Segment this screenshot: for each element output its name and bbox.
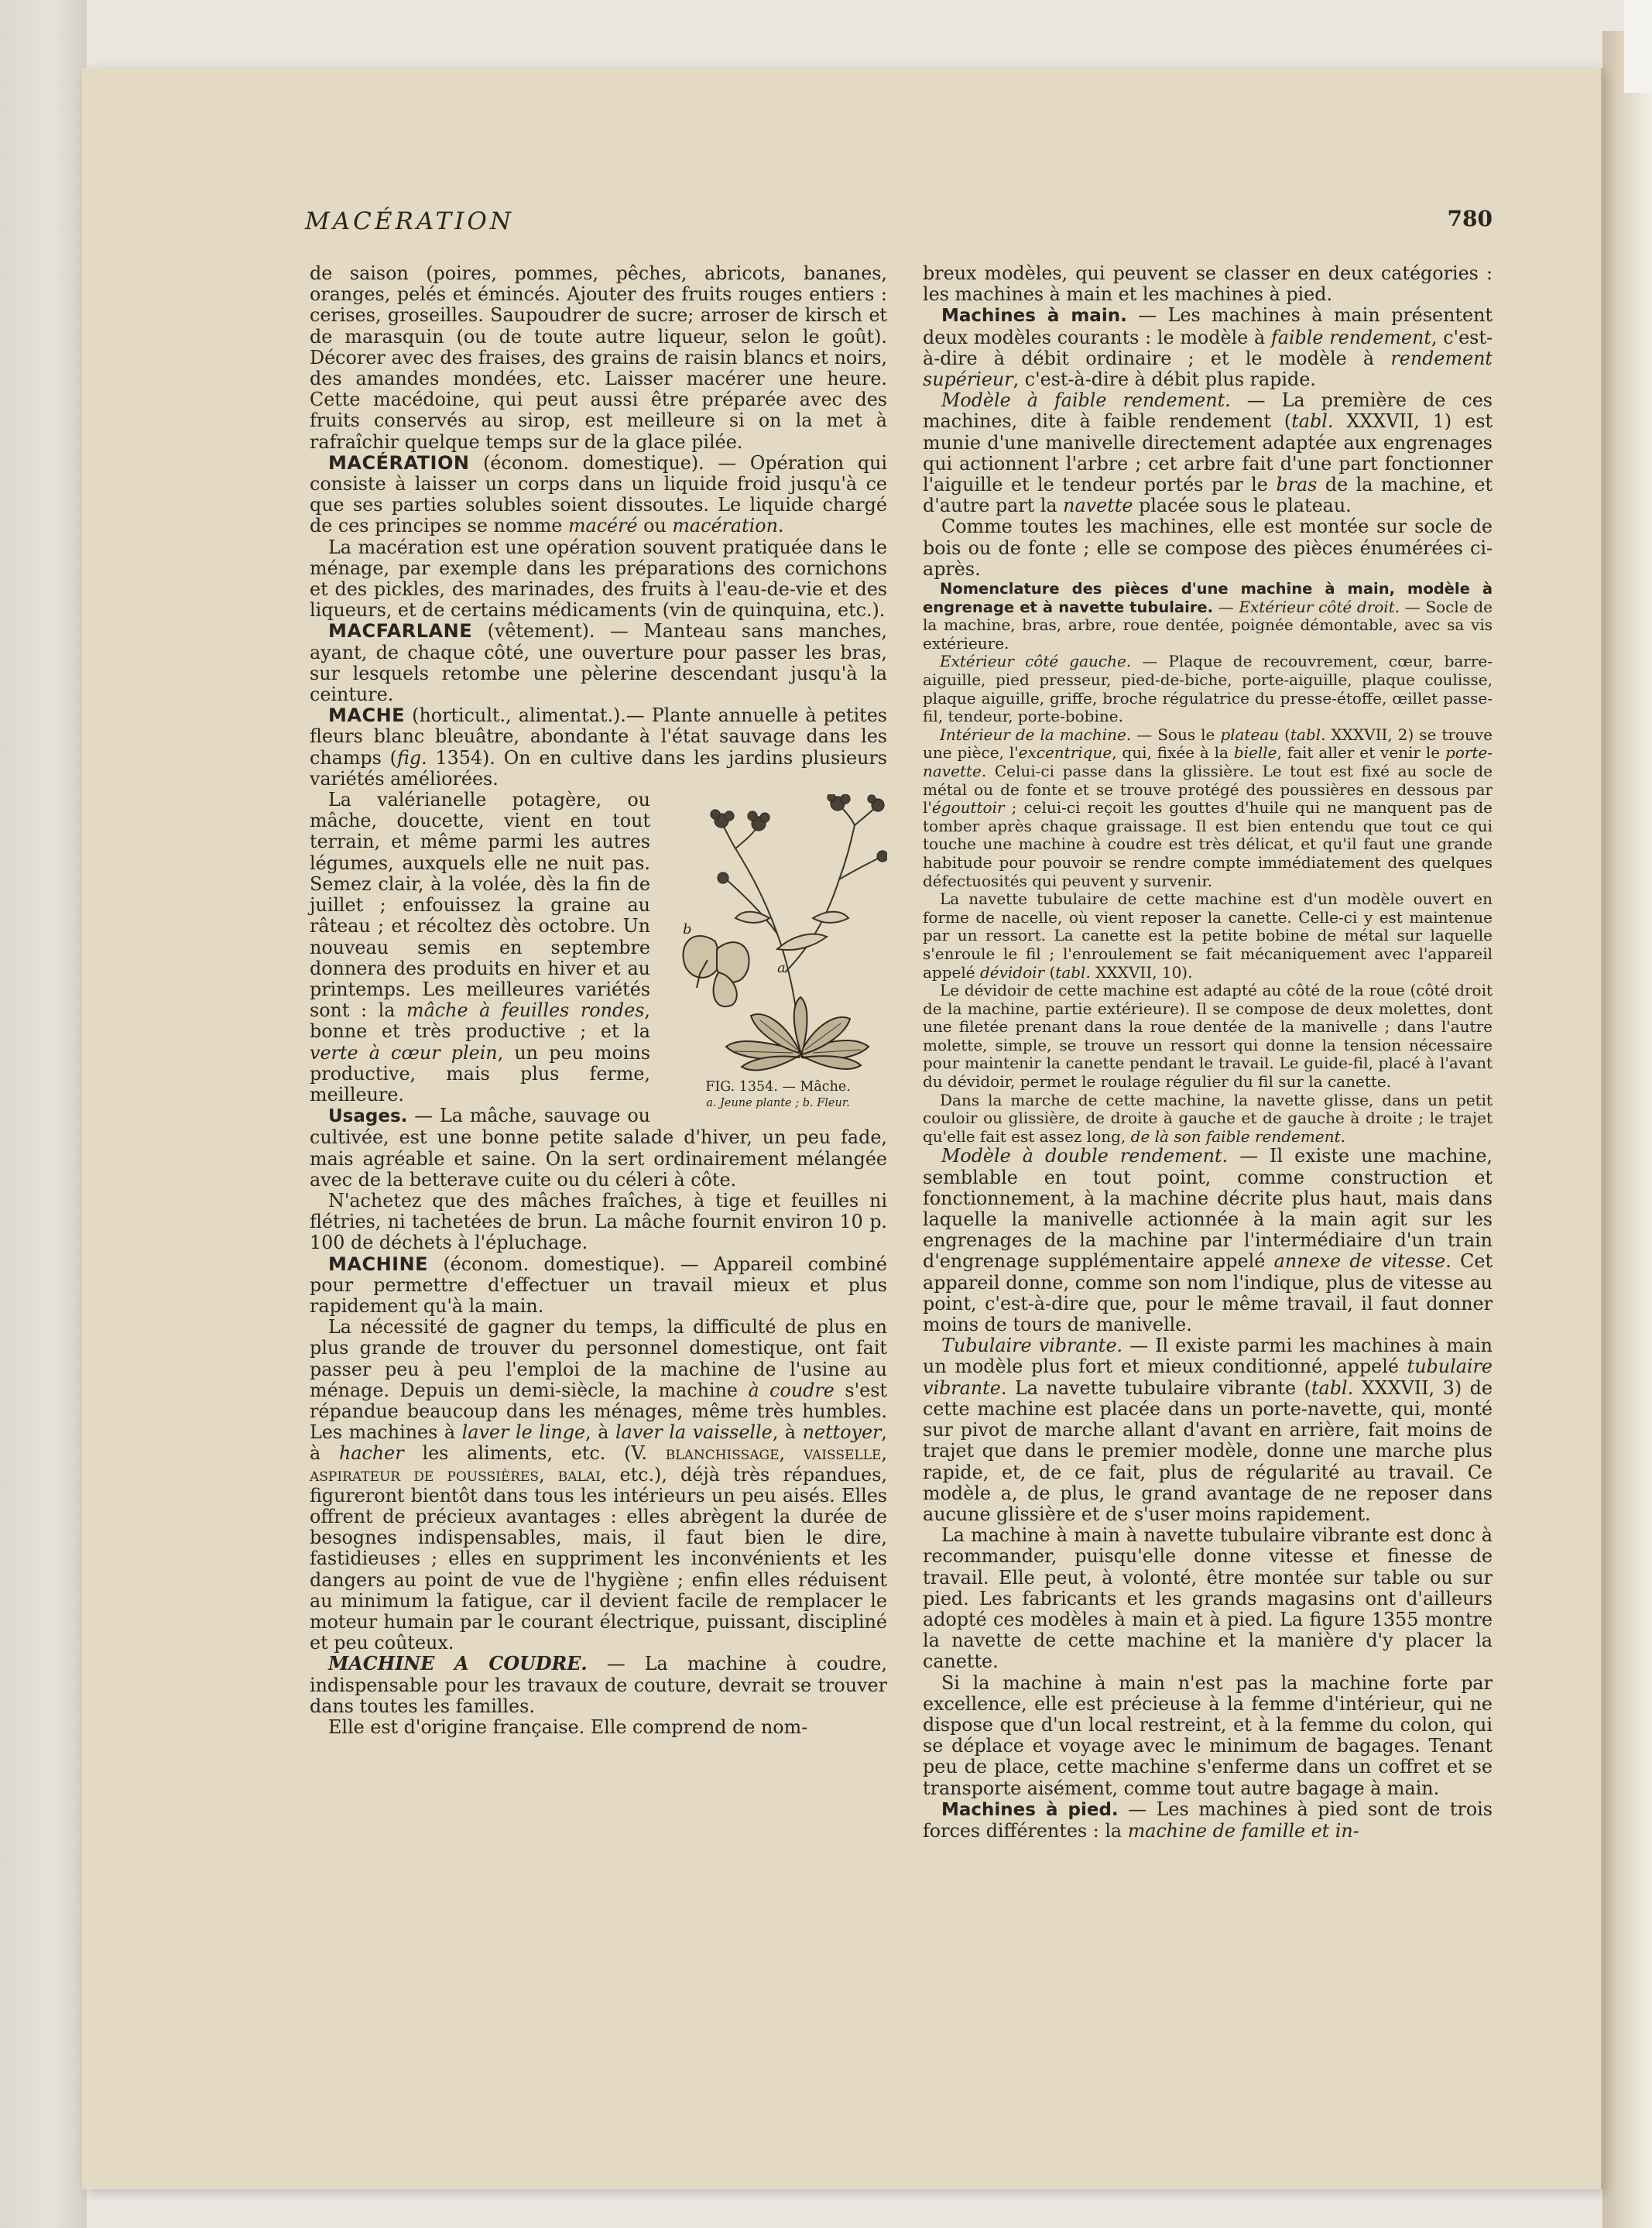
paragraph-interieur: Intérieur de la machine. — Sous le plateau (tabl. XXXVII, 2) se trouve une pièce, l'excentrique, qui, fixée à la bielle, fait aller et venir le porte-navette. Celui-ci passe dans la glissière. Le tout est fixé au socle de métal ou de fonte et se trouve protégé des poussières en dessous par l'égouttoir ; celui-ci reçoit les gouttes d'huile qui ne manquent pas de tomber après chaque graissage. Il est bien entendu que tout ce qui touche une machine à coudre est très délicat, et qu'il faut une grande habitude pour pouvoir se rendre compte immédiatement des quelques défectuosités qui peuvent y survenir. bbox=[923, 725, 1493, 890]
paragraph-marche: Dans la marche de cette machine, la navette glisse, dans un petit couloir ou glissière, de droite à gauche et de gauche à droite ; le trajet qu'elle fait est assez long, de là son faible rendement. bbox=[923, 1090, 1493, 1146]
young-plant-a bbox=[683, 936, 749, 1006]
paragraph-machine-a-coudre-2: Elle est d'origine française. Elle comprend de nom- bbox=[328, 1716, 808, 1739]
paragraph-devidoir: Le dévidoir de cette machine est adapté au côté de la roue (côté droit de la machine, partie extérieure). Il se compose de deux molettes, dont une filetée prenant dans la roue dentée de la manivelle ; dans l'autre molette, simple, se trouve un ressort qui donne la tension nécessaire pour maintenir la canette pendant le travail. Le guide-fil, placé à l'avant du dévidoir, permet le roulage régulier du fil sur la canette. bbox=[923, 981, 1493, 1092]
figure-label-a: a bbox=[777, 960, 786, 977]
entry-mache: MACHE (horticult., alimentat.).— Plante annuelle à petites fleurs blanc bleuâtre, abondante à l'état sauvage dans les champs (fig. 1354). On en cultive dans les jardins plusieurs variétés améliorées. bbox=[310, 704, 887, 790]
subheading-faible-rendement: Modèle à faible rendement. bbox=[941, 389, 1231, 412]
subheading-tubulaire-vibrante: Tubulaire vibrante. bbox=[941, 1335, 1123, 1357]
paragraph-double-rendement: Modèle à double rendement. — Il existe une machine, semblable en tout point, comme construction et fonctionnement, à la machine décrite plus haut, mais dans laquelle la manivelle actionnée à la main agit sur les engrenages de la machine par l'intermédiaire d'un train d'engrenage supplémentaire appelé annexe de vitesse. Cet appareil donne, comme son nom l'indique, plus de vitesse au point, c'est-à-dire que, pour le même travail, il faut donner moins de tours de manivelle. bbox=[923, 1145, 1493, 1336]
running-header: MACÉRATION bbox=[305, 207, 514, 235]
paragraph-recommander: La machine à main à navette tubulaire vibrante est donc à recommander, puisqu'elle donne vitesse et finesse de travail. Elle peut, à volonté, être montée sur table ou sur pied. Les fabricants et les grands magasins ont d'ailleurs adopté ces modèles à main et à pied. La figure 1355 montre la navette de cette machine et la manière d'y placer la canette. bbox=[923, 1524, 1493, 1673]
subheading-machines-a-main: Machines à main. bbox=[941, 306, 1127, 327]
entry-machine: MACHINE (économ. domestique). — Appareil combiné pour permettre d'effectuer un travail mieux et plus rapidement qu'à la main. bbox=[310, 1253, 887, 1317]
headword-mache: MACHE bbox=[328, 704, 406, 727]
paragraph-usages: Usages. — La mâche, sauvage ou cultivée, est une bonne petite salade d'hiver, un peu fade, mais agréable et saine. On la sert ordinairement mélangée avec de la betterave cuite ou du céleri à côte. bbox=[310, 1105, 887, 1191]
entry-machine-a-coudre: MACHINE A COUDRE. — La machine à coudre, indispensable pour les travaux de couture, devrait se trouver dans toutes les familles. bbox=[310, 1653, 887, 1717]
mache-plant-illustration bbox=[661, 794, 887, 1081]
paragraph-machines-a-pied: Machines à pied. — Les machines à pied sont de trois forces différentes : la machine de famille et in- bbox=[923, 1798, 1493, 1842]
headword-macfarlane: MACFARLANE bbox=[328, 620, 473, 643]
headword-maceration: MACÉRATION bbox=[328, 451, 470, 474]
left-column bbox=[310, 263, 887, 1738]
paragraph-navette: La navette tubulaire de cette machine est d'un modèle ouvert en forme de nacelle, où vient reposer la canette. Celle-ci y est maintenue par un ressort. La canette est la petite bobine de métal sur laquelle s'enroule le fil ; l'enroulement se fait mécaniquement avec l'appareil appelé dévidoir (tabl. XXXVII, 10). bbox=[923, 889, 1493, 982]
paragraph-machine-forte: Si la machine à main n'est pas la machine forte par excellence, elle est précieuse à la femme d'intérieur, qui ne dispose que d'un local restreint, et à la femme du colon, qui se déplace et voyage avec le minimum de bagages. Tenant peu de place, cette machine s'enferme dans un coffret et se transporte aisément, comme tout autre bagage à main. bbox=[923, 1671, 1493, 1799]
paragraph-macedoine-end: de saison (poires, pommes, pêches, abricots, bananes, oranges, pelés et émincés. Ajouter des fruits rouges entiers : cerises, groseilles. Saupoudrer de sucre; arroser de kirsch et de marasquin (ou de toute autre liqueur, selon le goût). Décorer avec des fraises, des grains de raisin blancs et noirs, des amandes mondées, etc. Laisser macérer une heure. Cette macédoine, qui peut aussi être préparée avec des fruits conservés au sirop, est meilleure si on la met à rafraîchir quelque temps sur de la glace pilée. bbox=[310, 262, 887, 453]
rosette-leaves bbox=[726, 997, 869, 1070]
right-column bbox=[923, 263, 1493, 1842]
paragraph-comme-toutes: Comme toutes les machines, elle est montée sur socle de bois ou de fonte ; elle se compose des pièces énumérées ci-après. bbox=[923, 516, 1493, 580]
scan-background bbox=[0, 0, 87, 2228]
paragraph-categories: breux modèles, qui peuvent se classer en deux catégories : les machines à main et les machines à pied. bbox=[923, 262, 1493, 306]
paragraph-tubulaire-vibrante: Tubulaire vibrante. — Il existe parmi les machines à main un modèle plus fort et mieux conditionné, appelé tubulaire vibrante. La navette tubulaire vibrante (tabl. XXXVII, 3) de cette machine est placée dans un porte-navette, qui, monté sur pivot de marche allant d'avant en arrière, fait moins de trajet que dans le premier modèle, donne une marche plus rapide, et, de ce fait, plus de régularité au travail. Ce modèle a, de plus, le grand avantage de ne reposer dans aucune glissière et de s'user moins rapidement. bbox=[923, 1335, 1493, 1525]
paragraph-exterieur-gauche: Extérieur côté gauche. — Plaque de recouvrement, cœur, barre-aiguille, pied presseur, pied-de-biche, porte-aiguille, plaque coulisse, plaque aiguille, griffe, broche régulatrice du presse-étoffe, œillet passe-fil, tendeur, porte-bobine. bbox=[923, 652, 1493, 726]
paragraph-usages-2: N'achetez que des mâches fraîches, à tige et feuilles ni flétries, ni tachetées de brun. La mâche fournit environ 10 p. 100 de déchets à l'épluchage. bbox=[310, 1189, 887, 1254]
paragraph-valerianelle: La valérianelle potagère, ou mâche, doucette, vient en tout terrain, et même parmi les autres légumes, auxquels elle ne nuit pas. Semez clair, à la volée, dès la fin de juillet ; enfouissez la graine au râteau ; et récoltez dès octobre. Un nouveau semis en septembre donnera des produits en hiver et au printemps. Les meilleures variétés sont : la mâche à feuilles rondes, bonne et très productive ; et la verte à cœur plein, un peu moins productive, mais plus ferme, meilleure. bbox=[310, 789, 651, 1105]
paragraph-maceration-2: La macération est une opération souvent pratiquée dans le ménage, par exemple dans les préparations des cornichons et des pickles, des marinades, des fruits à l'eau-de-vie et des liqueurs, et de certains médicaments (vin de quinquina, etc.). bbox=[310, 536, 887, 622]
figure-label-b: b bbox=[683, 921, 692, 938]
headword-machine-a-coudre: MACHINE A COUDRE. bbox=[328, 1653, 588, 1675]
page-edge bbox=[1624, 0, 1652, 93]
subheading-machines-a-pied: Machines à pied. bbox=[941, 1799, 1119, 1820]
figure-caption: FIG. 1354. — Mâche. a. Jeune plante ; b. Fleur. bbox=[705, 1079, 851, 1110]
paragraph-nomenclature: Nomenclature des pièces d'une machine à main, modèle à engrenage et à navette tubulaire. — Extérieur côté droit. — Socle de la machine, bras, arbre, roue dentée, poignée démontable, avec sa vis extérieure. bbox=[923, 580, 1493, 653]
paragraph-faible-rendement: Modèle à faible rendement. — La première de ces machines, dite à faible rendement (tabl. XXXVII, 1) est munie d'une manivelle directement adaptée aux engrenages qui actionnent l'arbre ; cet arbre fait d'une part fonctionner l'aiguille et le tendeur portés par le bras de la machine, et d'autre part la navette placée sous le plateau. bbox=[923, 389, 1493, 517]
entry-macfarlane: MACFARLANE (vêtement). — Manteau sans manches, ayant, de chaque côté, une ouverture pour passer les bras, sur lesquels retombe une pèlerine descendant jusqu'à la ceinture. bbox=[310, 620, 887, 706]
paragraph-machines-a-main: Machines à main. — Les machines à main présentent deux modèles courants : le modèle à faible rendement, c'est-à-dire à débit ordinaire ; et le modèle à rendement supérieur, c'est-à-dire à débit plus rapide. bbox=[923, 304, 1493, 391]
page-number: 780 bbox=[1447, 206, 1493, 231]
page-fold bbox=[1602, 31, 1652, 2228]
paragraph-machine-2: La nécessité de gagner du temps, la difficulté de plus en plus grande de trouver du personnel domestique, ont fait passer peu à peu l'emploi de la machine de l'usine au ménage. Depuis un demi-siècle, la machine à coudre s'est répandue beaucoup dans les ménages, même très humbles. Les machines à laver le linge, à laver la vaisselle, à nettoyer, à hacher les aliments, etc. (V. blanchissage, vaisselle, aspirateur de poussières, balai, etc.), déjà très répandues, figureront bientôt dans tous les intérieurs un peu aisés. Elles offrent de précieux avantages : elles abrègent la durée de besognes indispensables, mais, il faut bien le dire, fastidieuses ; elles en suppriment les inconvénients et les dangers au point de vue de l'hygiène ; enfin elles réduisent au minimum la fatigue, car il devient facile de remplacer le moteur humain par le courant électrique, puissant, discipliné et peu coûteux. bbox=[310, 1316, 888, 1654]
headword-machine: MACHINE bbox=[328, 1253, 429, 1275]
figure-mache bbox=[661, 794, 887, 1118]
subheading-double-rendement: Modèle à double rendement. bbox=[941, 1145, 1229, 1167]
entry-maceration: MACÉRATION (économ. domestique). — Opération qui consiste à laisser un corps dans un liquide froid jusqu'à ce que ses parties solubles soient dissoutes. Le liquide chargé de ces principes se nomme macéré ou macération. bbox=[310, 451, 887, 537]
subheading-nomenclature: Nomenclature des pièces d'une machine à main, modèle à engrenage et à navette tubulaire. bbox=[923, 580, 1493, 616]
subheading-usages: Usages. bbox=[328, 1106, 408, 1127]
